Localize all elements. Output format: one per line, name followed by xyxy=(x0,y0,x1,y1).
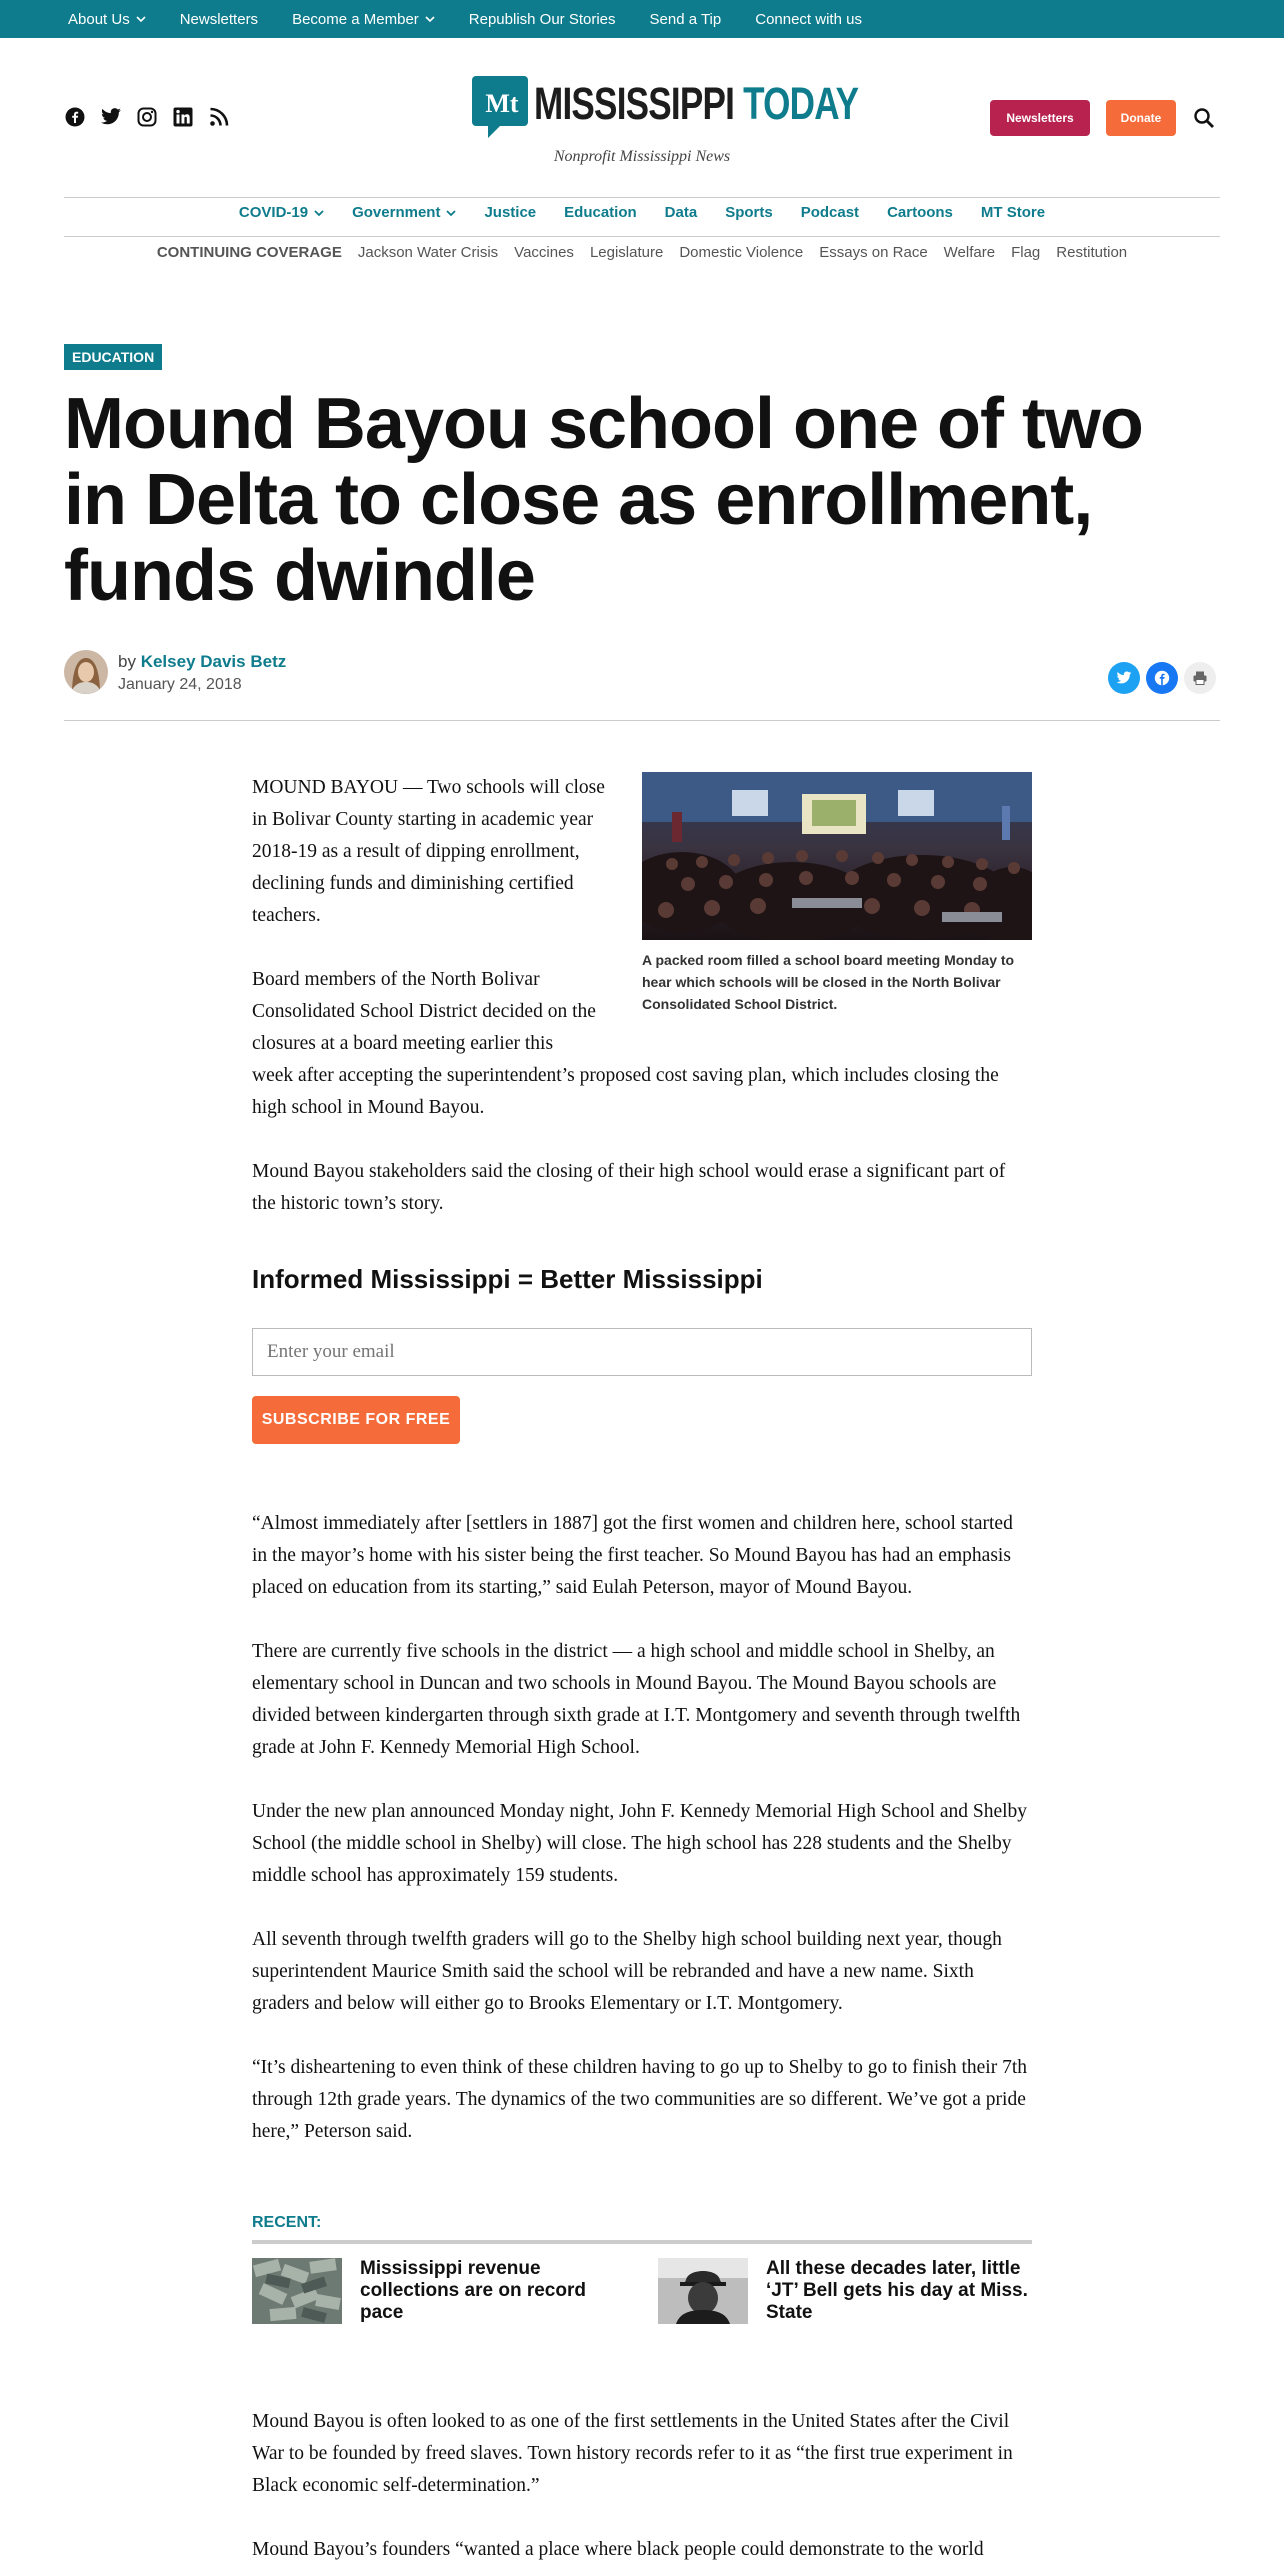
subscribe-button[interactable]: SUBSCRIBE FOR FREE xyxy=(252,1396,460,1444)
main-nav xyxy=(0,204,1284,221)
nav-item-sports[interactable] xyxy=(725,204,773,221)
rss-icon[interactable] xyxy=(208,106,230,128)
chevron-down-icon xyxy=(136,14,146,24)
logo-mark-letters: Mt xyxy=(485,89,519,118)
search-icon[interactable] xyxy=(1192,106,1216,130)
nav-divider-bottom xyxy=(64,236,1220,237)
coverage-label: CONTINUING COVERAGE xyxy=(156,244,342,261)
article-paragraph: All seventh through twelfth graders will go to the Shelby high school building next year, though superintendent Maurice Smith said the school will be rebranded and have a new name. Sixth graders and below will either go to Brooks Elementary or I.T. Montgomery. xyxy=(252,1929,1002,2014)
share-twitter-icon[interactable] xyxy=(1108,662,1140,694)
article-paragraph: Mound Bayou is often looked to as one of the first settlements in the United States after the Civil War to be founded by freed slaves. Town history records refer to it as “the first true experiment in Black economic self-determination.” xyxy=(252,2411,1013,2496)
article-paragraph: Under the new plan announced Monday night, John F. Kennedy Memorial High School and Shelby School (the middle school in Shelby) will close. The high school has 228 students and the Shelby middle school has approximately 159 students. xyxy=(252,1801,1028,1886)
nav-item-cartoons[interactable] xyxy=(887,204,953,221)
logo-accent: TODAY xyxy=(743,78,859,129)
share-buttons xyxy=(1108,662,1216,694)
utility-become-member[interactable] xyxy=(292,11,435,28)
header-divider xyxy=(64,720,1220,721)
article-paragraph: “Almost immediately after [settlers in 1887] got the first women and children here, school started in the mayor’s home with his sister being the first teacher. So Mound Bayou has had an emphasis placed on education from its starting,” said Eulah Peterson, mayor of Mound Bayou. xyxy=(252,1513,1013,1598)
recent-story-thumbnail xyxy=(252,2258,342,2324)
nav-item-justice[interactable] xyxy=(484,204,536,221)
article-paragraph: Mound Bayou stakeholders said the closing of their high school would erase a significant part of the historic town’s story. xyxy=(252,1161,1006,1214)
category-badge[interactable]: EDUCATION xyxy=(64,344,162,370)
coverage-item[interactable]: Vaccines xyxy=(514,244,574,261)
author-avatar[interactable] xyxy=(64,650,108,694)
author-link[interactable]: Kelsey Davis Betz xyxy=(140,652,287,671)
nav-item-data-label: Data xyxy=(664,204,698,221)
byline-prefix: by xyxy=(118,652,136,671)
nav-item-education-label: Education xyxy=(564,204,637,221)
chevron-down-icon xyxy=(314,208,324,218)
recent-story[interactable] xyxy=(252,2258,632,2328)
coverage-item[interactable]: Jackson Water Crisis xyxy=(357,244,499,261)
photo-caption: A packed room filled a school board meeting Monday to hear which schools will be closed in the North Bolivar Consolidated School District. xyxy=(642,952,1015,1012)
article-paragraph-narrow: Board members of the North Bolivar Consolidated School District decided on the closures at a board meeting earlier this xyxy=(252,969,596,1054)
article-paragraph: Mound Bayou’s founders “wanted a place where black people could demonstrate to the world xyxy=(252,2539,984,2560)
utility-connect-label: Connect with us xyxy=(755,10,862,28)
nav-item-mt-store-label: MT Store xyxy=(980,204,1046,221)
logo-primary: MISSISSIPPI xyxy=(534,78,735,129)
article-headline: Mound Bayou school one of two in Delta to close as enrollment, funds dwindle xyxy=(64,384,1143,616)
utility-about-us-label: About Us xyxy=(68,10,130,28)
newsletters-button[interactable]: Newsletters xyxy=(990,100,1090,136)
article-paragraph-wide: week after accepting the superintendent’s proposed cost saving plan, which includes closing the high school in Mound Bayou. xyxy=(252,1065,999,1118)
share-facebook-icon[interactable] xyxy=(1146,662,1178,694)
top-utility-bar xyxy=(0,0,1284,38)
utility-republish[interactable] xyxy=(469,11,616,28)
utility-republish-label: Republish Our Stories xyxy=(468,10,616,28)
nav-item-government-label: Government xyxy=(352,204,441,221)
recent-story-title: All these decades later, little ‘JT’ Bell gets his day at Miss. State xyxy=(766,2258,1028,2323)
nav-item-government[interactable] xyxy=(352,204,456,221)
recent-story-thumbnail xyxy=(658,2258,748,2324)
chevron-down-icon xyxy=(446,208,456,218)
linkedin-icon[interactable] xyxy=(172,106,194,128)
nav-item-podcast[interactable] xyxy=(801,204,859,221)
newsletter-signup-title: Informed Mississippi = Better Mississippi xyxy=(252,1264,763,1294)
coverage-item[interactable]: Domestic Violence xyxy=(679,244,804,261)
utility-newsletters-label: Newsletters xyxy=(179,10,259,28)
utility-send-tip-label: Send a Tip xyxy=(649,10,722,28)
article-paragraph: “It’s disheartening to even think of these children having to go up to Shelby to go to finish their 7th through 12th grade years. The dynamics of the two communities are so different. We’ve got a pride here,” Peterson said. xyxy=(252,2057,1027,2142)
coverage-item[interactable]: Flag xyxy=(1011,244,1041,261)
logo-text xyxy=(534,78,858,130)
utility-connect[interactable] xyxy=(755,11,862,28)
social-links xyxy=(64,106,230,128)
coverage-item[interactable]: Welfare xyxy=(943,244,996,261)
publish-date: January 24, 2018 xyxy=(118,676,242,693)
site-logo[interactable] xyxy=(472,76,859,136)
nav-item-education[interactable] xyxy=(564,204,637,221)
school-board-meeting-photo[interactable] xyxy=(642,772,1032,940)
nav-item-cartoons-label: Cartoons xyxy=(887,204,953,221)
nav-item-podcast-label: Podcast xyxy=(800,204,860,221)
nav-item-covid[interactable] xyxy=(239,204,324,221)
instagram-icon[interactable] xyxy=(136,106,158,128)
nav-divider-top xyxy=(64,197,1220,198)
nav-item-covid-label: COVID-19 xyxy=(238,204,309,221)
utility-newsletters[interactable] xyxy=(180,11,258,28)
nav-item-mt-store[interactable] xyxy=(981,204,1045,221)
print-icon[interactable] xyxy=(1184,662,1216,694)
article-paragraph: MOUND BAYOU — Two schools will close in Bolivar County starting in academic year 2018-19 as a result of dipping enrollment, declining funds and diminishing certified teachers. xyxy=(252,777,605,926)
site-tagline: Nonprofit Mississippi News xyxy=(553,148,731,165)
donate-button[interactable]: Donate xyxy=(1106,100,1176,136)
recent-story-title: Mississippi revenue collections are on record pace xyxy=(360,2258,586,2323)
utility-nav xyxy=(68,0,896,38)
byline xyxy=(118,652,286,672)
chevron-down-icon xyxy=(425,14,435,24)
continuing-coverage-nav xyxy=(0,244,1284,261)
nav-item-data[interactable] xyxy=(665,204,698,221)
article-paragraph: There are currently five schools in the district — a high school and middle school in Shelby, an elementary school in Duncan and two schools in Mound Bayou. The Mound Bayou schools are divided between kindergarten through sixth grade at I.T. Montgomery and seventh through twelfth grade at John F. Kennedy Memorial High School. xyxy=(252,1641,1021,1758)
utility-send-tip[interactable] xyxy=(650,11,722,28)
nav-item-justice-label: Justice xyxy=(484,204,537,221)
coverage-item[interactable]: Legislature xyxy=(589,244,664,261)
facebook-icon[interactable] xyxy=(64,106,86,128)
coverage-item[interactable]: Restitution xyxy=(1056,244,1128,261)
article-paragraph xyxy=(252,964,1032,1124)
email-input[interactable] xyxy=(252,1328,1032,1376)
recent-label: RECENT: xyxy=(252,2214,322,2231)
utility-about-us[interactable] xyxy=(68,11,146,28)
twitter-icon[interactable] xyxy=(100,106,122,128)
coverage-item[interactable]: Essays on Race xyxy=(819,244,928,261)
recent-divider xyxy=(252,2240,1032,2244)
utility-become-member-label: Become a Member xyxy=(292,10,419,28)
nav-item-sports-label: Sports xyxy=(725,204,773,221)
recent-story[interactable] xyxy=(658,2258,1038,2328)
article-paragraph-wrap xyxy=(252,964,1032,1124)
